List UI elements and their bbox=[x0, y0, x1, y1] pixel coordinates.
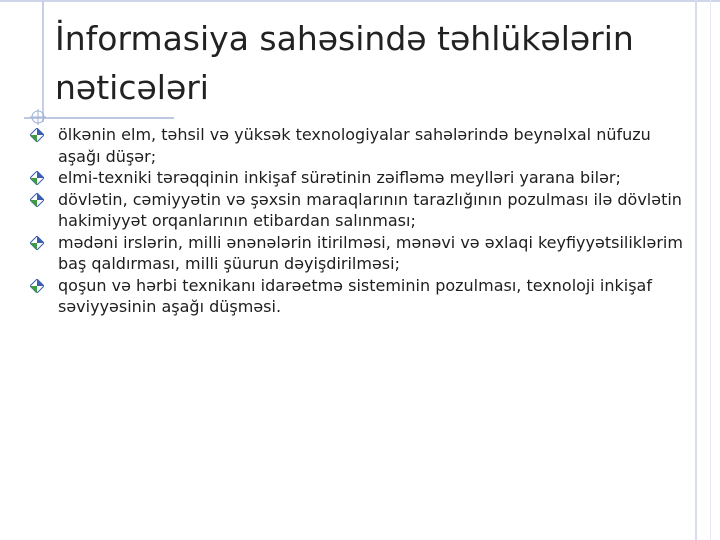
diamond-bullet-icon bbox=[30, 236, 44, 250]
bullet-text: qoşun və hərbi texnikanı idarəetmə sisteminin pozulması, texnoloji inkişaf səviyyəsinin aşağı düşməsi. bbox=[58, 275, 652, 316]
left-decorative-rule bbox=[42, 0, 44, 122]
diamond-bullet-icon bbox=[30, 193, 44, 207]
bullet-item bbox=[30, 167, 690, 189]
diamond-bullet-icon bbox=[30, 128, 44, 142]
slide-title: İnformasiya sahəsində təhlükələrin nəticələri bbox=[55, 19, 634, 107]
crosshair-circle-icon bbox=[30, 109, 46, 125]
bullet-text: elmi-texniki tərəqqinin inkişaf sürətinin zəifləmə meylləri yarana bilər; bbox=[58, 168, 621, 187]
title-underline bbox=[24, 117, 174, 119]
bullet-text: dövlətin, cəmiyyətin və şəxsin maraqlarının tarazlığının pozulması ilə dövlətin hakimiyyət orqanlarının etibardan salınması; bbox=[58, 189, 682, 230]
bullet-text: mədəni irslərin, milli ənənələrin itirilməsi, mənəvi və əxlaqi keyfiyyətsiliklərim baş qaldırması, milli şüurun dəyişdirilməsi; bbox=[58, 232, 683, 273]
bullet-item bbox=[30, 275, 690, 318]
right-decorative-rule-thin bbox=[710, 0, 711, 540]
right-decorative-rule bbox=[695, 0, 697, 540]
bullet-item bbox=[30, 189, 690, 232]
bullet-list bbox=[30, 124, 690, 318]
diamond-bullet-icon bbox=[30, 171, 44, 185]
diamond-bullet-icon bbox=[30, 279, 44, 293]
bullet-text: ölkənin elm, təhsil və yüksək texnologiyalar sahələrində beynəlxal nüfuzu aşağı düşər; bbox=[58, 125, 651, 166]
bullet-item bbox=[30, 124, 690, 167]
bullet-item bbox=[30, 232, 690, 275]
top-decorative-line bbox=[0, 0, 720, 2]
